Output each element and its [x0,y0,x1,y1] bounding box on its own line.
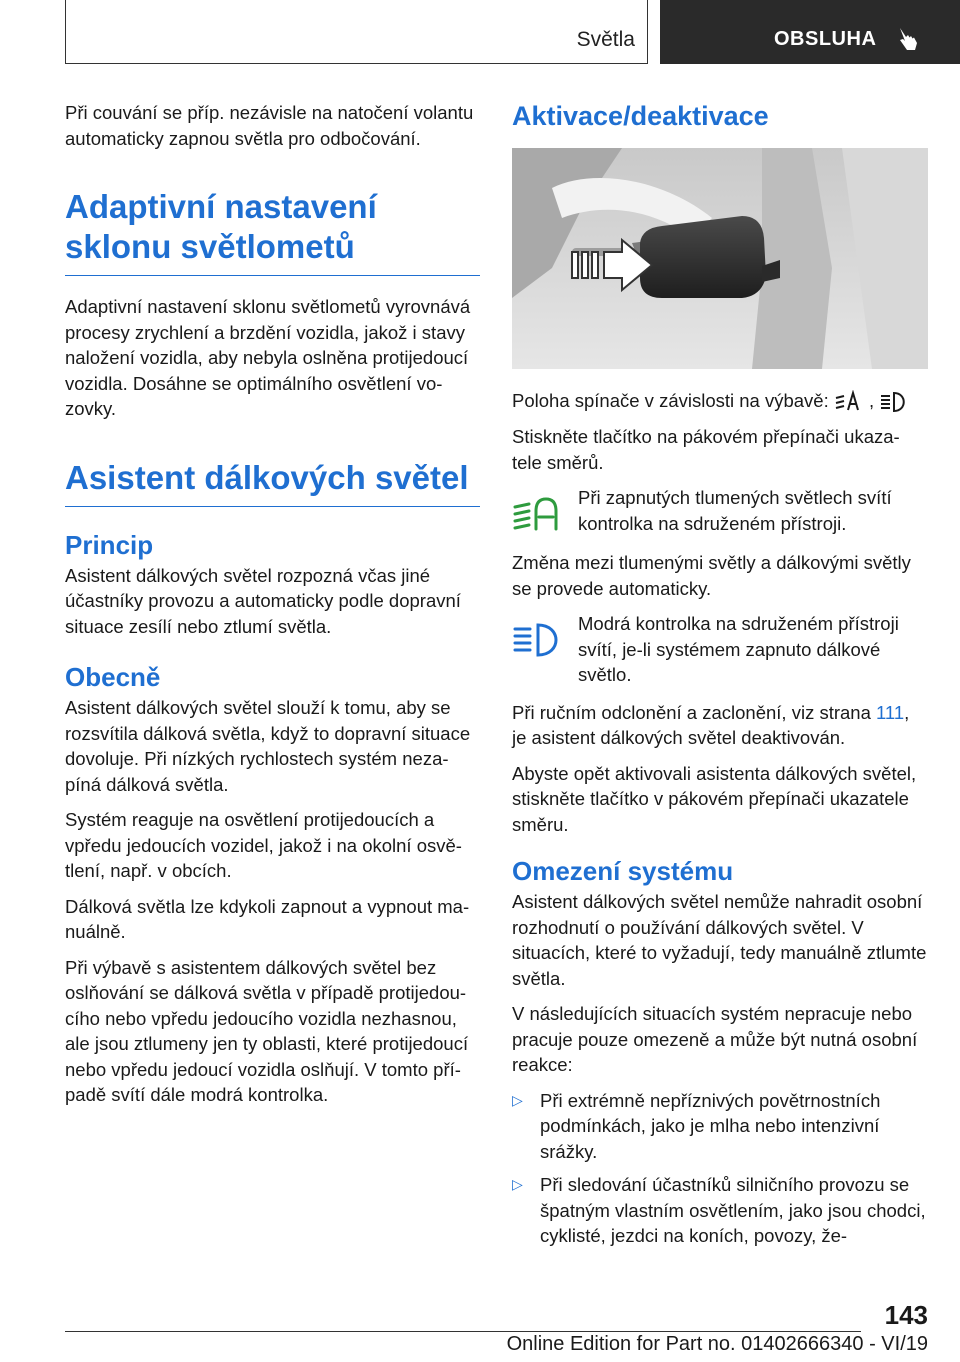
high-beam-icon [879,390,909,414]
page-reference-link[interactable]: 111 [876,701,905,723]
paragraph-rucni [512,700,928,751]
heading-rule [65,506,480,507]
heading-princip: Princip [65,529,154,560]
heading-omezeni: Omezení systému [512,856,734,887]
left-column [65,100,480,1118]
right-column [512,100,928,1257]
paragraph-obecne-4: Při výbavě s asistentem dálkových světel bez oslňování se dálková světla v případě protijedou-cího nebo vpředu jedoucího vozidla nezhasnou, ale jsou ztlumeny jen ty oblasti, které protijedoucí nebo vpředu jedoucí vozidla oslňují. V tomto pří-padě svítí dále modrá kontrolka. [65,956,469,1105]
paragraph-abyste: Abyste opět aktivovali asistenta dálkových světel, stiskněte tlačítko v pákovém přepínači ukazatele směru. [512,762,917,835]
paragraph-princip: Asistent dálkových světel rozpozná včas jiné účastníky provozu a automaticky podle dopravní situace zesílí nebo ztlumí světla. [65,564,461,637]
header-section-title: Světla [576,28,635,51]
paragraph-obecne-2: Systém reaguje na osvětlení protijedoucích a vpředu jedoucích vozidel, jakož i na okolní osvě-tlení, např. v obcích. [65,809,462,881]
header-section-box [65,0,648,64]
paragraph-obecne-3: Dálková světla lze kdykoli zapnout a vypnout ma-nuálně. [65,895,470,942]
poloha-separator: , [869,390,875,411]
rucni-text-a: Při ručním odclonění a zaclonění, viz strana [512,701,877,723]
paragraph-zmena: Změna mezi tlumenými světly a dálkovými světly se provede automaticky. [512,552,911,599]
paragraph-obecne-1: Asistent dálkových světel slouží k tomu, aby se rozsvítila dálková světla, když to dopravní situace dovoluje. Při nízkých rychlostech systém neza-píná dálková světla. [65,697,471,795]
indicator-row-blue [512,611,928,688]
indicator-row-green [512,485,928,538]
intro-paragraph: Při couvání se příp. nezávisle na natočení volantu automaticky zapnou světla pro odbočování. [65,102,474,149]
list-item-text: Při extrémně nepříznivých povětrnostních podmínkách, jako je mlha nebo intenzivní srážky. [540,1089,881,1162]
paragraph-adaptive: Adaptivní nastavení sklonu světlometů vyrovnává procesy zrychlení a brzdění vozidla, jakož i stavy naložení vozidla, aby nebyla oslněna protijedoucí vozidla. Dosáhne se optimálního osvětlení vo-zovky. [65,296,471,419]
triangle-bullet-icon: ▷ [512,1176,523,1193]
list-item-text: Při sledování účastníků silničního provozu se špatným vlastním osvětlením, jako jsou chodci, cyklisté, jezdci na koních, povozy, že- [540,1174,926,1247]
heading-aktivace: Aktivace/deaktivace [512,101,769,131]
paragraph-indicator-blue: Modrá kontrolka na sdruženém přístroji svítí, je-li systémem zapnuto dálkové světlo. [578,613,899,686]
footer-edition: Online Edition for Part no. 01402666340 - VI/19 [506,1333,928,1355]
header-chapter-box [660,0,960,64]
poloha-text: Poloha spínače v závislosti na výbavě: [512,390,829,411]
heading-rule [65,275,480,276]
paragraph-indicator-green: Při zapnutých tlumených světlech svítí kontrolka na sdruženém přístroji. [578,487,892,534]
high-beam-blue-icon [512,619,564,659]
heading-adaptive: Adaptivní nastavení sklonu světlometů [65,188,377,265]
list-item [512,1088,928,1165]
rucni-text-b: , je asistent dálkových světel deaktivován. [512,701,910,749]
pointing-hand-icon [896,26,922,52]
high-beam-assist-icon [834,390,864,414]
heading-obecne: Obecně [65,662,161,692]
page-number: 143 [884,1300,928,1330]
turn-signal-stalk-photo [512,148,928,369]
triangle-bullet-icon: ▷ [512,1091,523,1108]
paragraph-poloha [512,388,928,414]
high-beam-assist-green-icon [512,493,562,533]
header-chapter-title: OBSLUHA [774,28,877,50]
paragraph-stisknete: Stiskněte tlačítko na pákovém přepínači ukaza-tele směrů. [512,426,900,473]
paragraph-omezeni-1: Asistent dálkových světel nemůže nahradit osobní rozhodnutí o používání dálkových světel. V situacích, které to vyžadují, tedy manuálně ztlumte světla. [512,891,927,989]
footer-rule [65,1331,861,1332]
paragraph-omezeni-2: V následujících situacích systém nepracuje nebo pracuje pouze omezeně a může být nutná osobní reakce: [512,1003,918,1076]
list-item [512,1172,928,1249]
heading-assist: Asistent dálkových světel [65,458,469,496]
